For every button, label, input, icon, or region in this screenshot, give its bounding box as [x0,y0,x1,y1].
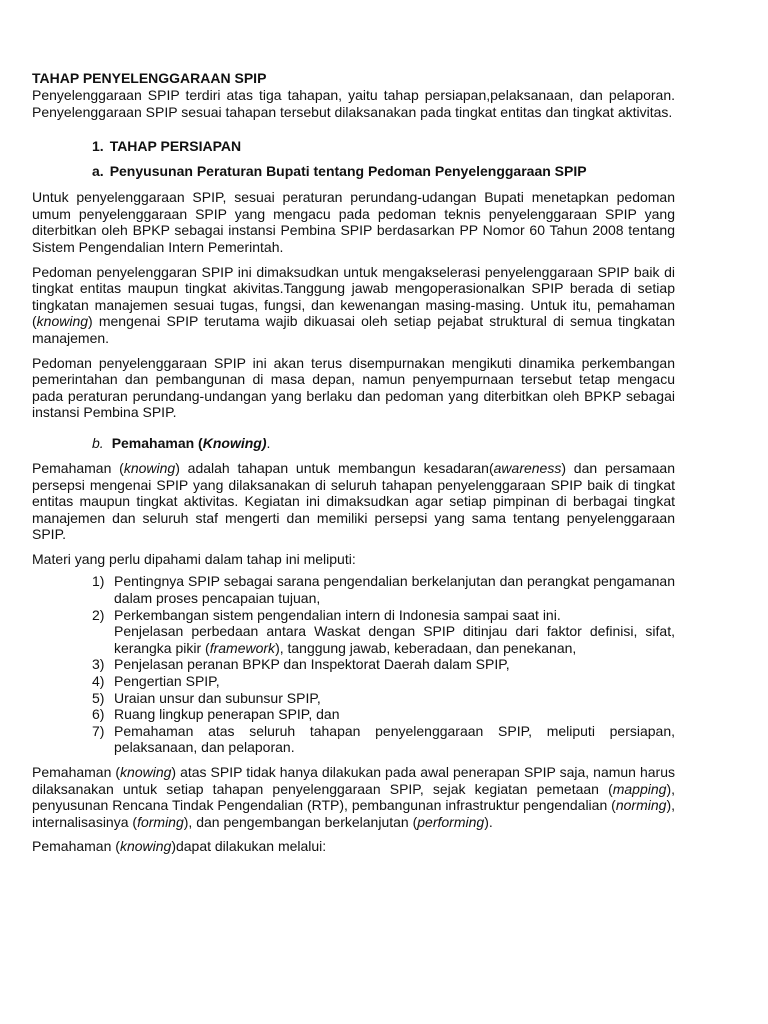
paragraph-pedoman-umum: Untuk penyelenggaraan SPIP, sesuai peraturan perundang-udangan Bupati menetapkan pedoman umum penyelenggaraan SPIP yang mengacu pada pedoman teknis penyelenggaraan SPIP yang diterbitkan oleh BPKP sebagai instansi Pembina SPIP berdasarkan PP Nomor 60 Tahun 2008 tentang Sistem Pengendalian Intern Pemerintah. [32,189,675,255]
subsection-heading-a [92,163,675,180]
list-item: 4) Pengertian SPIP, [92,673,220,690]
list-item: 3) Penjelasan peranan BPKP dan Inspektorat Daerah dalam SPIP, [92,656,510,673]
subsection-title: Penyusunan Peraturan Bupati tentang Pedoman Penyelenggaraan SPIP [109,163,587,180]
paragraph-pemahaman-definisi: Pemahaman (knowing) adalah tahapan untuk membangun kesadaran(awareness) dan persamaan persepsi mengenai SPIP yang dilaksanakan di seluruh tahapan penyelenggaraan SPIP baik di tingkat entitas maupun tingkat aktivitas. Kegiatan ini dimaksudkan agar setiap pimpinan di berbagai tingkat manajemen dan seluruh staf mengerti dan memiliki persepsi yang sama tentang penyelenggaraan SPIP. [32,459,676,543]
paragraph-tanggung-jawab: Pedoman penyelenggaran SPIP ini dimaksudkan untuk mengakselerasi penyelenggaraan SPIP baik di tingkat entitas maupun tingkat akivitas.Tanggung jawab mengoperasionalkan SPIP berada di setiap tingkatan manajemen sesuai tugas, fungsi, dan kewenangan masing-masing. Untuk itu, pemahaman (knowing) mengenai SPIP terutama wajib dikuasai oleh setiap pejabat struktural di semua tingkatan manajemen. [32,263,675,346]
materi-list [32,573,675,756]
section-heading-persiapan [92,138,675,155]
paragraph-pemahaman-tahapan: Pemahaman (knowing) atas SPIP tidak hanya dilakukan pada awal penerapan SPIP saja, namun harus dilaksanakan untuk setiap tahapan penyelenggaraan SPIP, sejak kegiatan pemetaan (mapping), penyusunan Rencana Tindak Pengendalian (RTP), pembangunan infrastruktur pengendalian (norming), internalisasinya (forming), dan pengembangan berkelanjutan (performing). [32,764,675,830]
paragraph-materi-intro: Materi yang perlu dipahami dalam tahap ini meliputi: [32,550,356,567]
paragraph-pemahaman-melalui: Pemahaman (knowing)dapat dilakukan melalui: [32,838,327,855]
list-item: 5) Uraian unsur dan subunsur SPIP, [92,689,321,706]
list-item: 6) Ruang lingkup penerapan SPIP, dan [92,706,340,723]
subsection-label: b. [92,434,104,451]
intro-paragraph: Penyelenggaraan SPIP terdiri atas tiga tahapan, yaitu tahap persiapan,pelaksanaan, dan pelaporan. Penyelenggaraan SPIP sesuai tahapan tersebut dilaksanakan pada tingkat entitas dan tingkat aktivitas. [32,87,675,120]
list-item: 7) Pemahaman atas seluruh tahapan penyelenggaraan SPIP, meliputi persiapan, pelaksanaan, dan pelaporan. [92,722,675,756]
subsection-heading-b: b. Pemahaman (Knowing). [92,434,271,451]
subsection-label: a. [92,163,104,180]
paragraph-penyempurnaan: Pedoman penyelenggaraan SPIP ini akan terus disempurnakan mengikuti dinamika perkembangan pemerintahan dan pembangunan di masa depan, namun penyempurnaan tersebut tetap mengacu pada peraturan perundang-undangan yang berlaku dan pedoman yang diterbitkan oleh BPKP sebagai instansi Pembina SPIP. [32,354,675,421]
document-title: TAHAP PENYELENGGARAAN SPIP [32,70,267,86]
section-number: 1. [92,138,104,155]
list-item: 2) Perkembangan sistem pengendalian intern di Indonesia sampai saat ini. Penjelasan perbedaan antara Waskat dengan SPIP ditinjau dari faktor definisi, sifat, kerangka pikir (framework), tanggung jawab, keberadaan, dan penekanan, [92,606,675,656]
section-title: TAHAP PERSIAPAN [109,138,242,155]
list-item: 1) Pentingnya SPIP sebagai sarana pengendalian berkelanjutan dan perangkat pengamanan dalam proses pencapaian tujuan, [92,573,675,607]
